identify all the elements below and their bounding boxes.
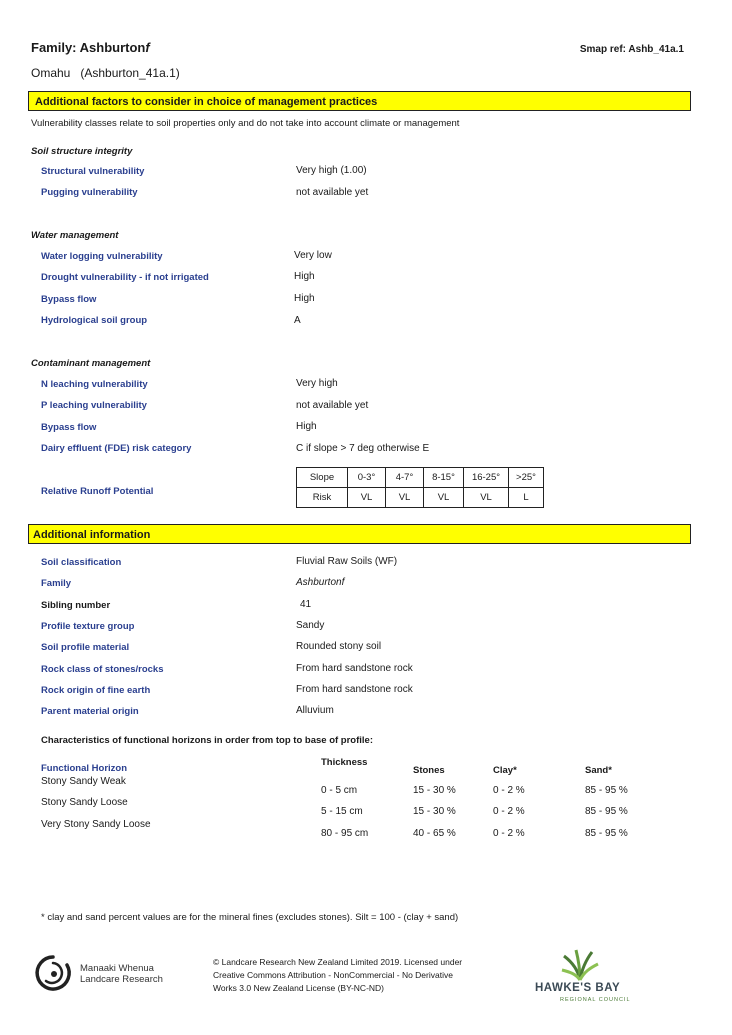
horizon-stones: 40 - 65 % <box>413 828 456 839</box>
mw-line2: Landcare Research <box>80 974 163 985</box>
row-label: Pugging vulnerability <box>41 187 138 198</box>
runoff-risk-row <box>297 488 544 508</box>
row-value: High <box>294 271 315 282</box>
vulnerability-note: Vulnerability classes relate to soil properties only and do not take into account climate or management <box>31 118 460 129</box>
row-label: Soil profile material <box>41 642 130 653</box>
row-value: 41 <box>300 599 312 610</box>
col-head-thickness: Thickness <box>321 757 368 768</box>
row-value: Very high (1.00) <box>296 165 367 176</box>
section-heading-contaminant: Contaminant management <box>31 358 151 369</box>
row-value: From hard sandstone rock <box>296 684 413 695</box>
row-value: Alluvium <box>296 705 334 716</box>
horizon-stones: 15 - 30 % <box>413 785 456 796</box>
row-value: not available yet <box>296 400 369 411</box>
horizon-clay: 0 - 2 % <box>493 785 525 796</box>
row-value: not available yet <box>296 187 369 198</box>
horizon-sand: 85 - 95 % <box>585 785 628 796</box>
col-head-stones: Stones <box>413 765 445 776</box>
runoff-slope-cell: >25° <box>509 468 544 488</box>
row-label: Rock origin of fine earth <box>41 685 151 696</box>
hawkes-bay-wordmark: HAWKE'S BAY <box>535 982 621 994</box>
row-value: High <box>294 293 315 304</box>
family-title-suffix: f <box>145 40 150 55</box>
row-value: C if slope > 7 deg otherwise E <box>296 443 430 454</box>
horizon-clay: 0 - 2 % <box>493 806 525 817</box>
footnote: * clay and sand percent values are for the mineral fines (excludes stones). Silt = 100 - (clay + sand) <box>41 912 459 923</box>
runoff-risk-cell: VL <box>424 488 464 508</box>
row-value: High <box>296 421 317 432</box>
copyright-notice: © Landcare Research New Zealand Limited 2019. Licensed under Creative Commons Attribution - NonCommercial - No Derivative Works 3.0 New Zealand License (BY-NC-ND) <box>213 957 463 993</box>
sibling-subtitle: Omahu (Ashburton_41a.1) <box>31 66 180 80</box>
row-label: N leaching vulnerability <box>41 379 148 390</box>
row-value: A <box>294 315 301 326</box>
factors-banner: Additional factors to consider in choice of management practices <box>28 91 691 111</box>
row-value: Very low <box>294 250 332 261</box>
smap-ref: Smap ref: Ashb_41a.1 <box>579 44 684 55</box>
family-title-text: Family: Ashburton <box>31 40 146 55</box>
row-value: Sandy <box>296 620 325 631</box>
horizon-name: Stony Sandy Loose <box>41 797 128 808</box>
horizon-thickness: 5 - 15 cm <box>321 806 363 817</box>
row-value: Rounded stony soil <box>296 641 382 652</box>
horizon-stones: 15 - 30 % <box>413 806 456 817</box>
row-label: Dairy effluent (FDE) risk category <box>41 443 192 454</box>
section-heading-water: Water management <box>31 230 119 241</box>
col-head-horizon: Functional Horizon <box>41 763 128 774</box>
manaaki-whenua-logo-icon <box>33 953 73 993</box>
page-title <box>31 40 150 55</box>
row-label: Bypass flow <box>41 422 97 433</box>
row-value: Ashburtonf <box>296 577 345 588</box>
row-label: Hydrological soil group <box>41 315 148 326</box>
row-label: Structural vulnerability <box>41 166 145 177</box>
runoff-row-label: Slope <box>297 468 348 488</box>
runoff-label: Relative Runoff Potential <box>41 486 154 497</box>
col-head-clay: Clay* <box>493 765 517 776</box>
runoff-slope-cell: 4-7° <box>386 468 424 488</box>
runoff-slope-row <box>297 468 544 488</box>
row-label: P leaching vulnerability <box>41 400 147 411</box>
row-label: Family <box>41 578 72 589</box>
mw-line1: Manaaki Whenua <box>80 963 154 974</box>
row-value: From hard sandstone rock <box>296 663 413 674</box>
row-label: Soil classification <box>41 557 122 568</box>
row-label: Sibling number <box>41 600 111 611</box>
runoff-row-label: Risk <box>297 488 348 508</box>
horizon-sand: 85 - 95 % <box>585 828 628 839</box>
horizon-name: Stony Sandy Weak <box>41 776 126 787</box>
runoff-slope-cell: 16-25° <box>464 468 509 488</box>
runoff-table <box>296 467 544 508</box>
section-heading-structure: Soil structure integrity <box>31 146 133 157</box>
info-banner: Additional information <box>28 524 691 544</box>
row-label: Water logging vulnerability <box>41 251 163 262</box>
manaaki-whenua-wordmark <box>80 963 163 985</box>
row-value: Very high <box>296 378 338 389</box>
runoff-risk-cell: VL <box>348 488 386 508</box>
row-label: Rock class of stones/rocks <box>41 664 164 675</box>
runoff-risk-cell: VL <box>386 488 424 508</box>
horizons-heading: Characteristics of functional horizons in order from top to base of profile: <box>41 735 373 746</box>
hawkes-bay-subtitle: REGIONAL COUNCIL <box>560 997 631 1003</box>
horizon-name: Very Stony Sandy Loose <box>41 819 151 830</box>
runoff-slope-cell: 8-15° <box>424 468 464 488</box>
row-label: Drought vulnerability - if not irrigated <box>41 272 209 283</box>
col-head-sand: Sand* <box>585 765 612 776</box>
row-label: Profile texture group <box>41 621 135 632</box>
horizon-clay: 0 - 2 % <box>493 828 525 839</box>
row-value: Fluvial Raw Soils (WF) <box>296 556 398 567</box>
hawkes-bay-fern-logo-icon <box>560 948 600 982</box>
row-label: Parent material origin <box>41 706 139 717</box>
horizon-sand: 85 - 95 % <box>585 806 628 817</box>
horizon-thickness: 80 - 95 cm <box>321 828 369 839</box>
runoff-risk-cell: VL <box>464 488 509 508</box>
row-label: Bypass flow <box>41 294 97 305</box>
runoff-slope-cell: 0-3° <box>348 468 386 488</box>
runoff-risk-cell: L <box>509 488 544 508</box>
horizon-thickness: 0 - 5 cm <box>321 785 358 796</box>
